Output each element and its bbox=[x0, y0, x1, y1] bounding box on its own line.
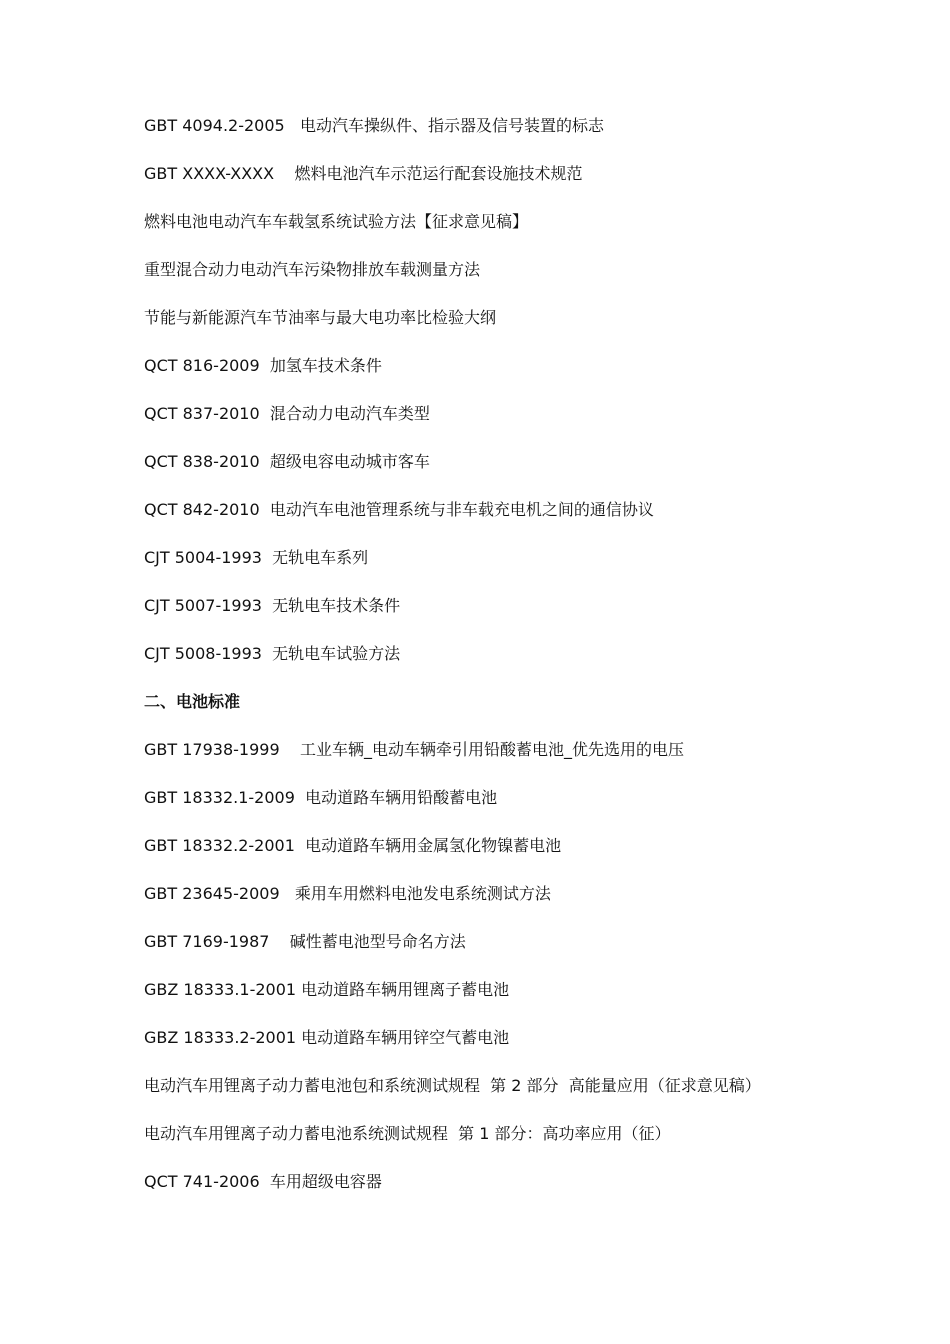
standard-entry: CJT 5007-1993 无轨电车技术条件 bbox=[144, 596, 401, 615]
standards-list bbox=[144, 112, 924, 1216]
standard-entry: CJT 5008-1993 无轨电车试验方法 bbox=[144, 644, 401, 663]
standard-entry: GBZ 18333.1-2001 电动道路车辆用锂离子蓄电池 bbox=[144, 980, 510, 999]
standard-entry: GBT 4094.2-2005 电动汽车操纵件、指示器及信号装置的标志 bbox=[144, 116, 604, 135]
standard-entry: GBT 17938-1999 工业车辆_电动车辆牵引用铅酸蓄电池_优先选用的电压 bbox=[144, 740, 684, 759]
standard-entry: GBT 7169-1987 碱性蓄电池型号命名方法 bbox=[144, 932, 466, 951]
standard-entry: GBT 18332.2-2001 电动道路车辆用金属氢化物镍蓄电池 bbox=[144, 836, 562, 855]
standard-entry: 重型混合动力电动汽车污染物排放车载测量方法 bbox=[144, 260, 481, 279]
standard-entry: QCT 838-2010 超级电容电动城市客车 bbox=[144, 452, 430, 471]
standard-entry: QCT 741-2006 车用超级电容器 bbox=[144, 1172, 382, 1191]
standard-entry: 燃料电池电动汽车车载氢系统试验方法【征求意见稿】 bbox=[144, 212, 529, 231]
standard-entry: 电动汽车用锂离子动力蓄电池系统测试规程 第 1 部分：高功率应用（征） bbox=[144, 1124, 671, 1143]
standard-entry: QCT 816-2009 加氢车技术条件 bbox=[144, 356, 382, 375]
standard-entry: QCT 837-2010 混合动力电动汽车类型 bbox=[144, 404, 430, 423]
standard-entry: GBT 23645-2009 乘用车用燃料电池发电系统测试方法 bbox=[144, 884, 551, 903]
standard-entry: GBT 18332.1-2009 电动道路车辆用铅酸蓄电池 bbox=[144, 788, 498, 807]
standard-entry: 电动汽车用锂离子动力蓄电池包和系统测试规程 第 2 部分 高能量应用（征求意见稿） bbox=[144, 1076, 761, 1095]
standard-entry: QCT 842-2010 电动汽车电池管理系统与非车载充电机之间的通信协议 bbox=[144, 500, 654, 519]
standard-entry: GBT XXXX-XXXX 燃料电池汽车示范运行配套设施技术规范 bbox=[144, 164, 583, 183]
standard-entry: CJT 5004-1993 无轨电车系列 bbox=[144, 548, 369, 567]
standard-entry: GBZ 18333.2-2001 电动道路车辆用锌空气蓄电池 bbox=[144, 1028, 510, 1047]
standard-entry: 节能与新能源汽车节油率与最大电功率比检验大纲 bbox=[144, 308, 497, 327]
section-heading: 二、电池标准 bbox=[144, 692, 241, 711]
